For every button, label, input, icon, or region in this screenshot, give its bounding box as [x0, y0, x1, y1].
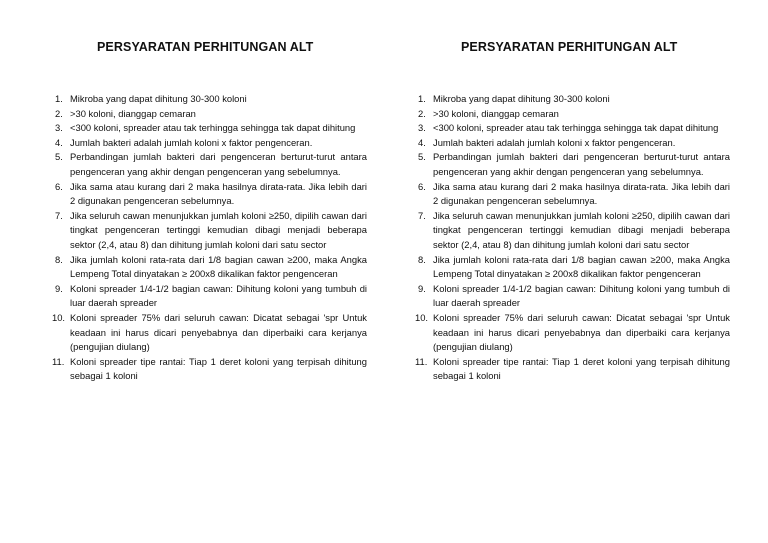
item-text: Mikroba yang dapat dihitung 30-300 koloni: [70, 93, 247, 104]
item-number: 3.: [55, 122, 63, 134]
item-number: 3.: [418, 122, 426, 134]
item-number: 6.: [418, 180, 426, 192]
list-item: [415, 355, 730, 384]
list-item: [415, 311, 730, 355]
item-text: Perbandingan jumlah bakteri dari pengenceran berturut-turut antara pengenceran yang akhir dengan pengenceran yang sebelumnya.: [70, 151, 367, 177]
list-item: [52, 355, 367, 384]
item-number: 1.: [55, 93, 63, 104]
item-number: 4.: [418, 136, 426, 148]
item-text: Koloni spreader 1/4-1/2 bagian cawan: Dihitung koloni yang tumbuh di luar daerah spreader: [70, 282, 367, 309]
item-text: Koloni spreader 1/4-1/2 bagian cawan: Dihitung koloni yang tumbuh di luar daerah spreader: [433, 282, 730, 309]
item-number: 7.: [55, 209, 63, 221]
item-text: Mikroba yang dapat dihitung 30-300 koloni: [433, 93, 610, 104]
list-item: [418, 282, 730, 311]
item-text: Jika jumlah koloni rata-rata dari 1/8 bagian cawan ≥200, maka Angka Lempeng Total dinyatakan ≥ 200x8 dikalikan faktor pengenceran: [70, 253, 367, 280]
item-text: Jika seluruh cawan menunjukkan jumlah koloni ≥250, dipilih cawan dari tingkat pengenceran tertinggi kemudian dibagi menjadi beberapa sektor (2,4, atau 8) dan dihitung jumlah koloni dari satu sector: [433, 209, 730, 250]
list-item: [55, 180, 367, 209]
item-number: 10.: [52, 311, 66, 323]
item-number: 9.: [55, 282, 63, 294]
item-text: Jika sama atau kurang dari 2 maka hasilnya dirata-rata. Jika lebih dari 2 digunakan pengenceran sebelumnya.: [70, 180, 367, 207]
item-number: 5.: [55, 151, 63, 163]
list-item: [418, 136, 730, 151]
list-item: [55, 150, 367, 179]
list-item: [55, 136, 367, 151]
list-item: [55, 253, 367, 282]
list-item: [55, 107, 367, 122]
item-text: Koloni spreader tipe rantai: Tiap 1 deret koloni yang terpisah dihitung sebagai 1 koloni: [433, 355, 730, 382]
list-item: [55, 282, 367, 311]
item-number: 8.: [418, 253, 426, 265]
item-number: 8.: [55, 253, 63, 265]
item-text: Koloni spreader tipe rantai: Tiap 1 deret koloni yang terpisah dihitung sebagai 1 koloni: [70, 355, 367, 382]
item-text: >30 koloni, dianggap cemaran: [433, 107, 559, 119]
item-text: Jumlah bakteri adalah jumlah koloni x faktor pengenceran.: [70, 136, 313, 148]
list-item: [418, 92, 730, 107]
requirements-list: [415, 92, 730, 384]
list-item: [418, 180, 730, 209]
item-text: Perbandingan jumlah bakteri dari pengenceran berturut-turut antara pengenceran yang akhir dengan pengenceran yang sebelumnya.: [433, 151, 730, 177]
list-item: [55, 92, 367, 107]
list-item: [418, 107, 730, 122]
item-number: 2.: [418, 107, 426, 119]
list-item: [418, 253, 730, 282]
item-number: 11.: [415, 355, 428, 367]
item-number: 11.: [52, 355, 65, 367]
item-number: 10.: [415, 311, 429, 323]
item-text: Koloni spreader 75% dari seluruh cawan: Dicatat sebagai 'spr Untuk keadaan ini harus dicari penyebabnya dan diperbaiki cara kerjanya (pengujian diulang): [433, 311, 730, 353]
item-text: >30 koloni, dianggap cemaran: [70, 107, 196, 119]
list-item: [55, 209, 367, 253]
item-number: 7.: [418, 209, 426, 221]
item-number: 5.: [418, 151, 426, 163]
item-number: 9.: [418, 282, 426, 294]
item-text: Jika seluruh cawan menunjukkan jumlah koloni ≥250, dipilih cawan dari tingkat pengenceran tertinggi kemudian dibagi menjadi beberapa sektor (2,4, atau 8) dan dihitung jumlah koloni dari satu sector: [70, 209, 367, 250]
list-item: [418, 150, 730, 179]
item-text: Jika sama atau kurang dari 2 maka hasilnya dirata-rata. Jika lebih dari 2 digunakan pengenceran sebelumnya.: [433, 180, 730, 207]
page-title: PERSYARATAN PERHITUNGAN ALT: [461, 40, 678, 54]
page-title: PERSYARATAN PERHITUNGAN ALT: [97, 40, 314, 54]
item-number: 2.: [55, 107, 63, 119]
item-text: Koloni spreader 75% dari seluruh cawan: Dicatat sebagai 'spr Untuk keadaan ini harus dicari penyebabnya dan diperbaiki cara kerjanya (pengujian diulang): [70, 311, 367, 353]
item-text: <300 koloni, spreader atau tak terhingga sehingga tak dapat dihitung: [70, 122, 356, 134]
list-item: [52, 311, 367, 355]
item-text: Jumlah bakteri adalah jumlah koloni x faktor pengenceran.: [433, 136, 676, 148]
requirements-list: [52, 92, 367, 384]
list-item: [418, 209, 730, 253]
list-item: [418, 121, 730, 136]
item-text: <300 koloni, spreader atau tak terhingga sehingga tak dapat dihitung: [433, 122, 719, 134]
item-number: 1.: [418, 93, 426, 104]
item-number: 4.: [55, 136, 63, 148]
item-text: Jika jumlah koloni rata-rata dari 1/8 bagian cawan ≥200, maka Angka Lempeng Total dinyatakan ≥ 200x8 dikalikan faktor pengenceran: [433, 253, 730, 280]
item-number: 6.: [55, 180, 63, 192]
list-item: [55, 121, 367, 136]
